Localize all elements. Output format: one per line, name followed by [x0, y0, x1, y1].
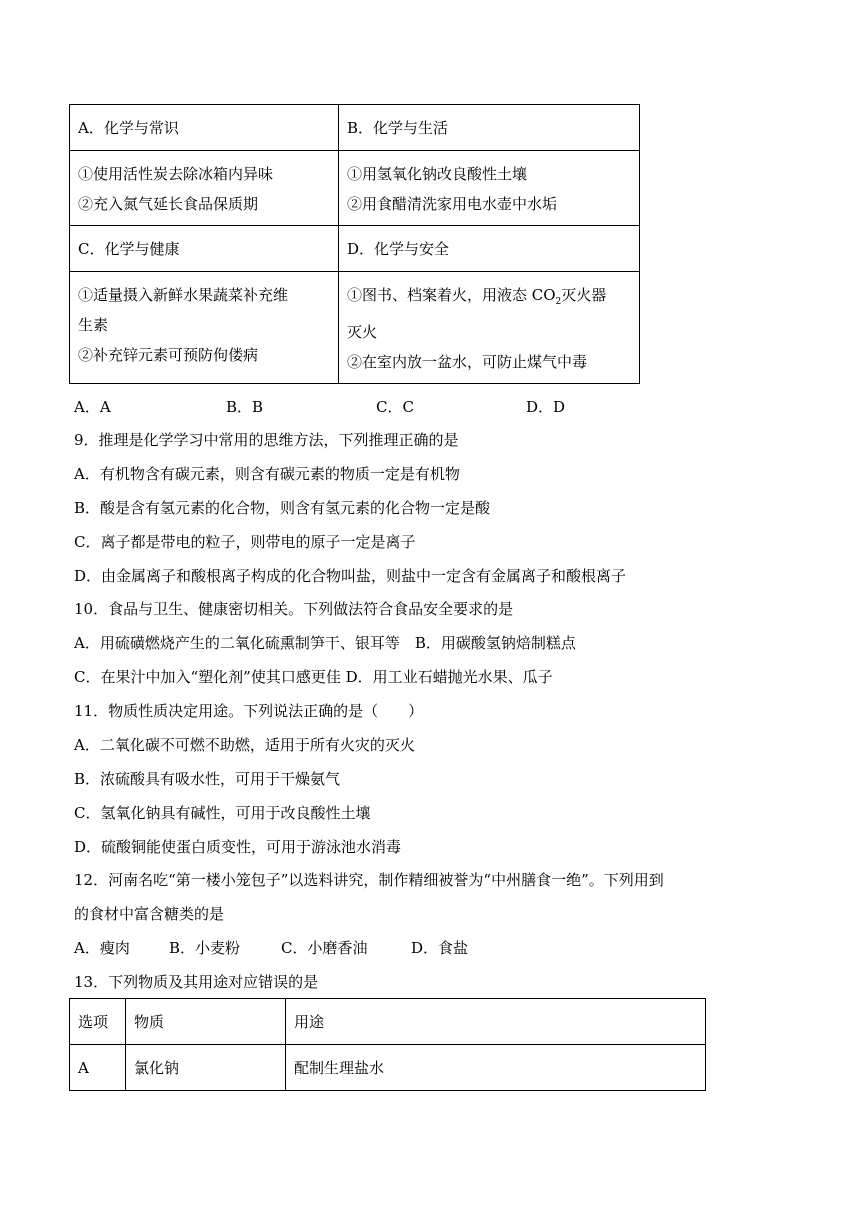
- option-d-item: ②在室内放一盆水，可防止煤气中毒: [347, 353, 588, 371]
- q11-option: C．氢氧化钠具有碱性，可用于改良酸性土壤: [74, 804, 371, 822]
- table-cell: 配制生理盐水: [286, 1045, 706, 1091]
- option-d-header: D．化学与安全: [339, 226, 640, 272]
- q8-answer-options: [74, 396, 565, 418]
- option-b-item: ②用食醋清洗家用电水壶中水垢: [347, 195, 558, 213]
- option-d-content: [339, 272, 640, 384]
- option-b-item: ①用氢氧化钠改良酸性土壤: [347, 165, 528, 183]
- option-b-content: [339, 151, 640, 226]
- answer-option: A．A: [74, 398, 111, 416]
- answer-option: D．食盐: [411, 939, 469, 957]
- q13-table: [69, 998, 706, 1091]
- table-row: [70, 1045, 706, 1091]
- q12-answer-options: [74, 937, 468, 959]
- table-header-cell: 选项: [70, 999, 126, 1045]
- answer-option: B．小麦粉: [169, 939, 241, 957]
- answer-option: D．D: [526, 398, 566, 416]
- q11-option: A．二氧化碳不可燃不助燃，适用于所有火灾的灭火: [74, 736, 415, 754]
- q12-stem-continued: 的食材中富含糖类的是: [74, 905, 225, 923]
- subscript-2: 2: [555, 297, 562, 307]
- q11-option: B．浓硫酸具有吸水性，可用于干燥氨气: [74, 770, 341, 788]
- q10-options-line: C．在果汁中加入“塑化剂”使其口感更佳 D．用工业石蜡抛光水果、瓜子: [74, 668, 553, 686]
- q10-stem: 10．食品与卫生、健康密切相关。下列做法符合食品安全要求的是: [74, 600, 514, 618]
- option-b-header: B．化学与生活: [339, 105, 640, 151]
- option-c-item: 生素: [78, 316, 109, 334]
- option-a-content: [70, 151, 339, 226]
- answer-option: A．瘦肉: [74, 939, 130, 957]
- q9-option: C．离子都是带电的粒子，则带电的原子一定是离子: [74, 533, 416, 551]
- q9-stem: 9．推理是化学学习中常用的思维方法，下列推理正确的是: [74, 431, 459, 449]
- q8-options-table: [69, 104, 640, 384]
- q13-stem: 13．下列物质及其用途对应错误的是: [74, 973, 319, 991]
- option-c-header: C．化学与健康: [70, 226, 339, 272]
- table-header-cell: 用途: [286, 999, 706, 1045]
- option-d-item-text: ①图书、档案着火，用液态 CO: [347, 286, 556, 304]
- table-header-cell: 物质: [126, 999, 286, 1045]
- option-d-item: 灭火: [347, 323, 378, 341]
- q9-option: B．酸是含有氢元素的化合物，则含有氢元素的化合物一定是酸: [74, 499, 491, 517]
- option-d-item: [347, 280, 631, 317]
- table-header-row: [70, 999, 706, 1045]
- q11-option: D．硫酸铜能使蛋白质变性，可用于游泳池水消毒: [74, 838, 402, 856]
- answer-option: B．B: [226, 398, 264, 416]
- option-d-item-text: 灭火器: [561, 286, 607, 304]
- option-a-header: A．化学与常识: [70, 105, 339, 151]
- option-a-item: ②充入氮气延长食品保质期: [78, 195, 259, 213]
- answer-option: C．C: [376, 398, 414, 416]
- table-cell: A: [70, 1045, 126, 1091]
- q9-option: D．由金属离子和酸根离子构成的化合物叫盐，则盐中一定含有金属离子和酸根离子: [74, 567, 627, 585]
- table-cell: 氯化钠: [126, 1045, 286, 1091]
- q11-stem: 11．物质性质决定用途。下列说法正确的是（ ）: [74, 702, 424, 720]
- option-c-content: [70, 272, 339, 384]
- answer-option: C．小磨香油: [281, 939, 368, 957]
- q12-stem: 12．河南名吃“第一楼小笼包子”以选料讲究，制作精细被誉为“中州膳食一绝”。下列用到: [74, 871, 664, 889]
- option-a-item: ①使用活性炭去除冰箱内异味: [78, 165, 274, 183]
- q9-option: A．有机物含有碳元素，则含有碳元素的物质一定是有机物: [74, 465, 460, 483]
- option-c-item: ②补充锌元素可预防佝偻病: [78, 346, 259, 364]
- option-c-item: ①适量摄入新鲜水果蔬菜补充维: [78, 286, 289, 304]
- q10-options-line: A．用硫磺燃烧产生的二氧化硫熏制笋干、银耳等 B．用碳酸氢钠焙制糕点: [74, 634, 576, 652]
